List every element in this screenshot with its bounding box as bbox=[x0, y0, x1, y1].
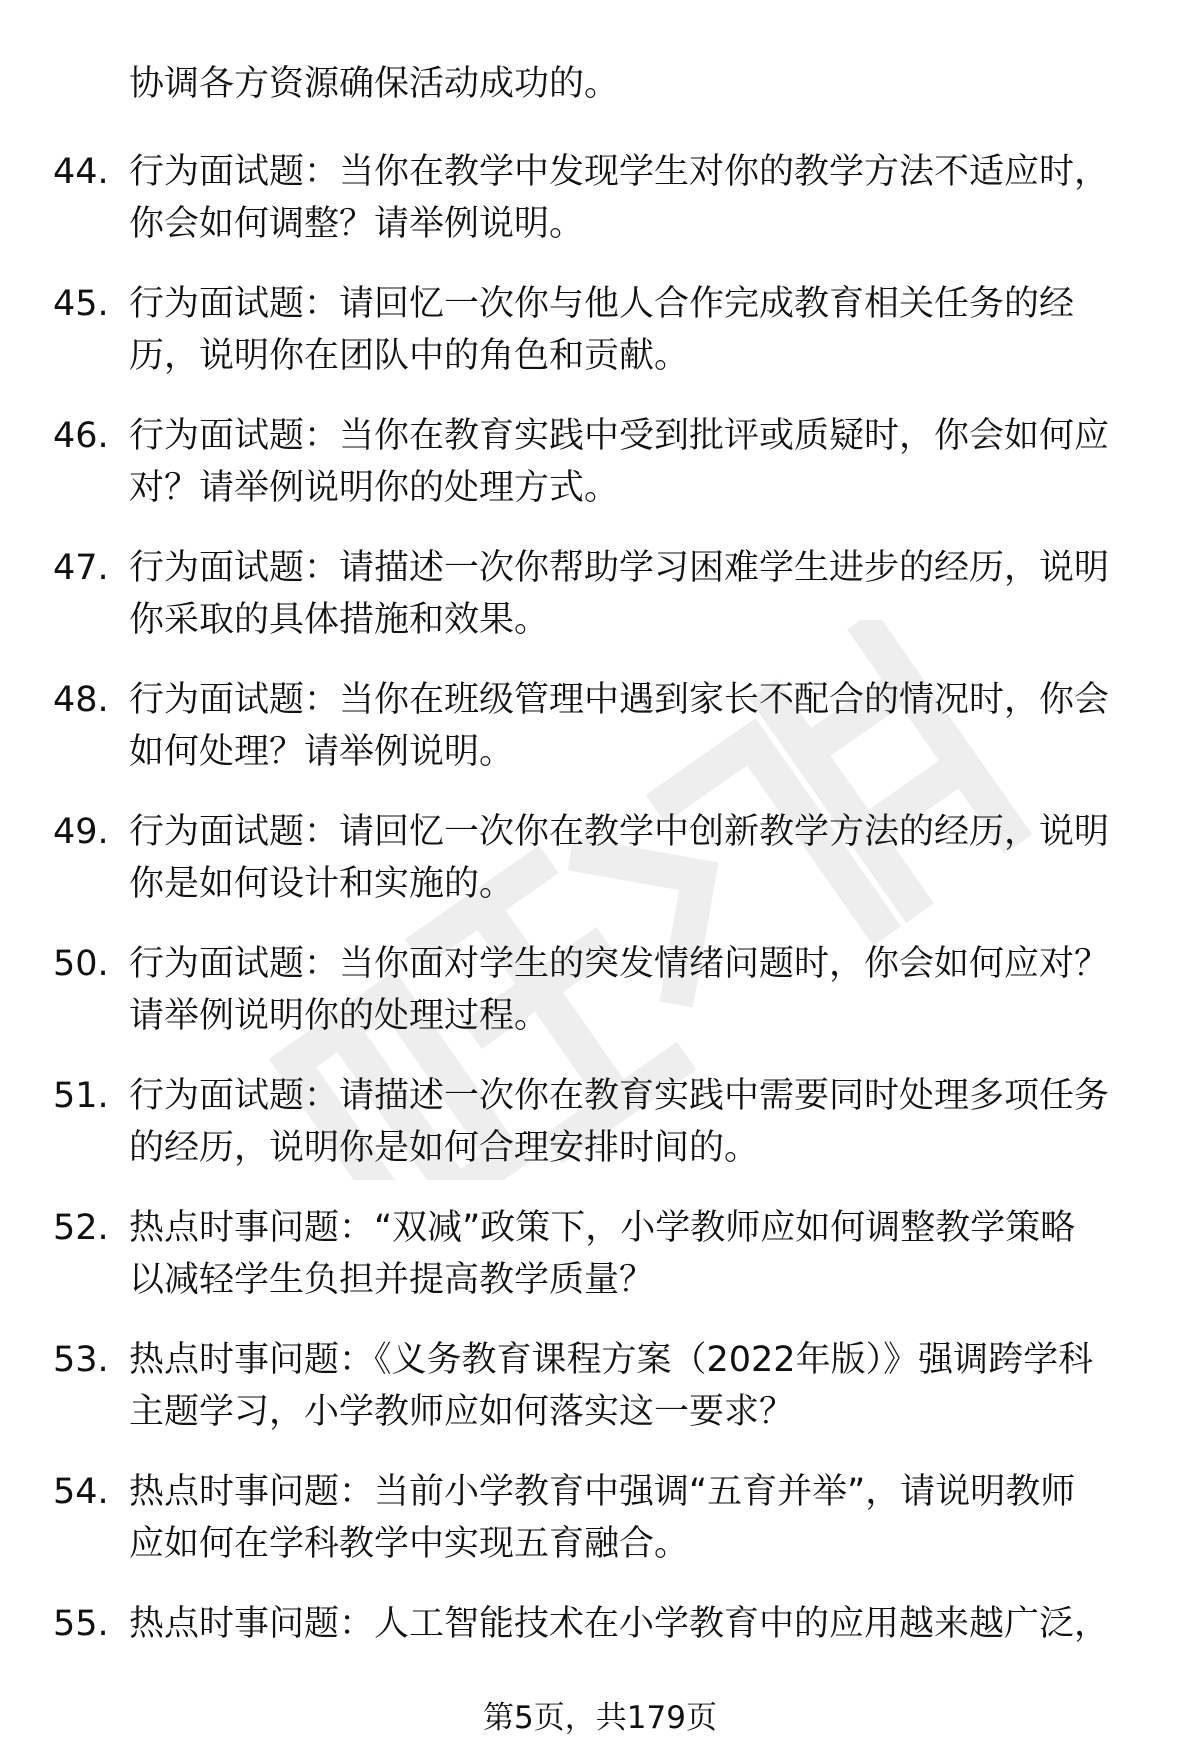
question-text-line: 如何处理？请举例说明。 bbox=[129, 732, 515, 772]
question-number: 46. bbox=[53, 416, 109, 456]
question-text-line: 行为面试题：请描述一次你在教育实践中需要同时处理多项任务 bbox=[129, 1076, 1110, 1116]
question-text-line: 你会如何调整？请举例说明。 bbox=[129, 204, 585, 244]
question-item bbox=[0, 542, 1200, 674]
question-text-line: 历，说明你在团队中的角色和贡献。 bbox=[129, 336, 690, 376]
question-number: 47. bbox=[53, 548, 109, 588]
question-item bbox=[0, 1466, 1200, 1598]
question-text-line: 行为面试题：当你在教学中发现学生对你的教学方法不适应时， bbox=[129, 152, 1110, 192]
question-text bbox=[129, 1202, 1169, 1306]
continuation-line: 协调各方资源确保活动成功的。 bbox=[129, 64, 620, 104]
question-item bbox=[0, 1334, 1200, 1466]
question-item bbox=[0, 674, 1200, 806]
question-text-line: 行为面试题：请回忆一次你与他人合作完成教育相关任务的经 bbox=[129, 284, 1075, 324]
question-text bbox=[129, 938, 1169, 1042]
question-text-line: 主题学习，小学教师应如何落实这一要求？ bbox=[129, 1392, 795, 1432]
question-text bbox=[129, 1334, 1169, 1438]
question-number: 44. bbox=[53, 152, 109, 192]
question-text-line: 热点时事问题：《义务教育课程方案（2022年版）》强调跨学科 bbox=[129, 1340, 1094, 1380]
question-text-line: 热点时事问题：当前小学教育中强调“五育并举”，请说明教师 bbox=[129, 1472, 1076, 1512]
question-number: 51. bbox=[53, 1076, 109, 1116]
question-item bbox=[0, 938, 1200, 1070]
question-text-line: 行为面试题：当你面对学生的突发情绪问题时，你会如何应对？ bbox=[129, 944, 1110, 984]
question-text-line: 行为面试题：请描述一次你帮助学习困难学生进步的经历，说明 bbox=[129, 548, 1110, 588]
question-item bbox=[0, 806, 1200, 938]
question-text bbox=[129, 674, 1169, 778]
question-text bbox=[129, 1466, 1169, 1570]
question-text-line: 的经历，说明你是如何合理安排时间的。 bbox=[129, 1128, 760, 1168]
question-text-line: 你是如何设计和实施的。 bbox=[129, 864, 515, 904]
question-text-line: 你采取的具体措施和效果。 bbox=[129, 600, 550, 640]
question-text-line: 热点时事问题：人工智能技术在小学教育中的应用越来越广泛， bbox=[129, 1604, 1110, 1644]
question-item bbox=[0, 1202, 1200, 1334]
question-text-line: 请举例说明你的处理过程。 bbox=[129, 996, 550, 1036]
question-list bbox=[0, 146, 1200, 1730]
question-text-line: 行为面试题：当你在教育实践中受到批评或质疑时，你会如何应 bbox=[129, 416, 1110, 456]
question-text-line: 以减轻学生负担并提高教学质量？ bbox=[129, 1260, 655, 1300]
question-text bbox=[129, 542, 1169, 646]
question-item bbox=[0, 1070, 1200, 1202]
question-text-line: 应如何在学科教学中实现五育融合。 bbox=[129, 1524, 690, 1564]
question-number: 54. bbox=[53, 1472, 109, 1512]
question-text-line: 行为面试题：请回忆一次你在教学中创新教学方法的经历，说明 bbox=[129, 812, 1110, 852]
question-item bbox=[0, 278, 1200, 410]
question-text bbox=[129, 806, 1169, 910]
question-item bbox=[0, 146, 1200, 278]
question-number: 49. bbox=[53, 812, 109, 852]
question-number: 50. bbox=[53, 944, 109, 984]
question-text bbox=[129, 1070, 1169, 1174]
question-item bbox=[0, 410, 1200, 542]
question-text bbox=[129, 278, 1169, 382]
question-number: 52. bbox=[53, 1208, 109, 1248]
question-number: 55. bbox=[53, 1604, 109, 1644]
question-text-line: 行为面试题：当你在班级管理中遇到家长不配合的情况时，你会 bbox=[129, 680, 1110, 720]
question-text bbox=[129, 410, 1169, 514]
question-text bbox=[129, 146, 1169, 250]
question-text-line: 对？请举例说明你的处理方式。 bbox=[129, 468, 620, 508]
question-text bbox=[129, 1598, 1169, 1650]
question-number: 48. bbox=[53, 680, 109, 720]
question-number: 53. bbox=[53, 1340, 109, 1380]
question-text-line: 热点时事问题：“双减”政策下，小学教师应如何调整教学策略 bbox=[129, 1208, 1076, 1248]
question-number: 45. bbox=[53, 284, 109, 324]
page-footer: 第5页，共179页 bbox=[483, 1700, 717, 1736]
